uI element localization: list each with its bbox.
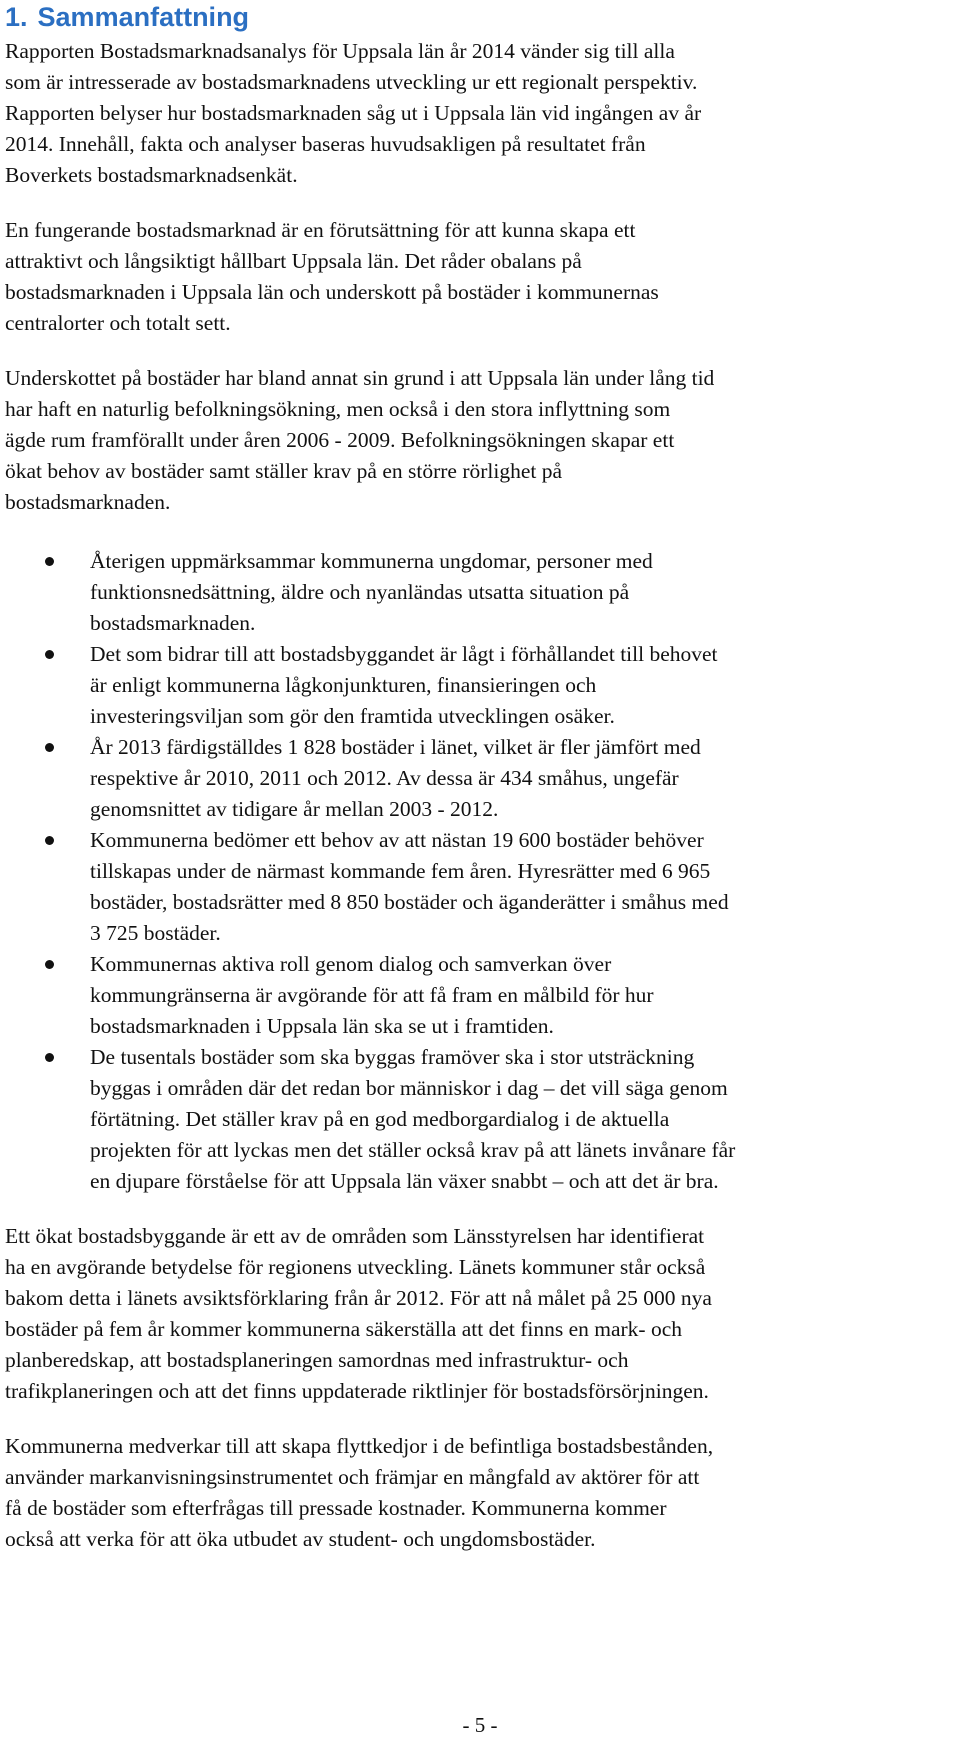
paragraph-municipalities: Kommunerna medverkar till att skapa flyttkedjor i de befintliga bostadsbestånden, använder markanvisningsinstrumentet och främjar en mångfald av aktörer för att få de bostäder som efterfrågas till pressade kostnader. Kommunerna kommer också att verka för att öka utbudet av student- och ungdomsbostäder.	[5, 1434, 714, 1551]
list-item: Kommunernas aktiva roll genom dialog och samverkan över kommungränserna är avgörande för att få fram en målbild för hur bostadsmarknaden i Uppsala län ska se ut i framtiden.	[5, 949, 957, 1042]
paragraph-housing-market: En fungerande bostadsmarknad är en förutsättning för att kunna skapa ett attraktivt och långsiktigt hållbart Uppsala län. Det råder obalans på bostadsmarknaden i Uppsala län och underskott på bostäder i kommunernas centralorter och totalt sett.	[5, 218, 659, 335]
bullet-icon	[45, 743, 54, 752]
bullet-icon	[45, 557, 54, 566]
paragraph-intro: Rapporten Bostadsmarknadsanalys för Uppsala län år 2014 vänder sig till alla som är intresserade av bostadsmarknadens utveckling ur ett regionalt perspektiv. Rapporten belyser hur bostadsmarknaden såg ut i Uppsala län vid ingången av år 2014. Innehåll, fakta och analyser baseras huvudsakligen på resultatet från Boverkets bostadsmarknadsenkät.	[5, 39, 702, 187]
section-heading	[5, 0, 957, 36]
section-number: 1.	[5, 2, 28, 32]
bullet-icon	[45, 650, 54, 659]
list-item: Kommunerna bedömer ett behov av att nästan 19 600 bostäder behöver tillskapas under de närmast kommande fem åren. Hyresrätter med 6 965 bostäder, bostadsrätter med 8 850 bostäder och äganderätter i småhus med 3 725 bostäder.	[5, 825, 957, 949]
document-page	[5, 0, 957, 1555]
paragraph-shortage: Underskottet på bostäder har bland annat sin grund i att Uppsala län under lång tid har haft en naturlig befolkningsökning, men också i den stora inflyttning som ägde rum framförallt under åren 2006 - 2009. Befolkningsökningen skapar ett ökat behov av bostäder samt ställer krav på en större rörlighet på bostadsmarknaden.	[5, 366, 715, 514]
bullet-icon	[45, 1053, 54, 1062]
list-item: Återigen uppmärksammar kommunerna ungdomar, personer med funktionsnedsättning, äldre och nyanländas utsatta situation på bostadsmarknaden.	[5, 546, 957, 639]
bullet-icon	[45, 960, 54, 969]
page-number: - 5 -	[462, 1713, 498, 1737]
list-item: Det som bidrar till att bostadsbyggandet är lågt i förhållandet till behovet är enligt kommunerna lågkonjunkturen, finansieringen och investeringsviljan som gör den framtida utvecklingen osäker.	[5, 639, 957, 732]
paragraph-county-goals: Ett ökat bostadsbyggande är ett av de områden som Länsstyrelsen har identifierat ha en avgörande betydelse för regionens utveckling. Länets kommuner står också bakom detta i länets avsiktsförklaring från år 2012. För att nå målet på 25 000 nya bostäder på fem år kommer kommunerna säkerställa att det finns en mark- och planberedskap, att bostadsplaneringen samordnas med infrastruktur- och trafikplaneringen och att det finns uppdaterade riktlinjer för bostadsförsörjningen.	[5, 1224, 712, 1403]
bullet-list	[5, 546, 957, 1197]
bullet-icon	[45, 836, 54, 845]
list-item: De tusentals bostäder som ska byggas framöver ska i stor utsträckning byggas i områden där det redan bor människor i dag – det vill säga genom förtätning. Det ställer krav på en god medborgardialog i de aktuella projekten för att lyckas men det ställer också krav på att länets invånare får en djupare förståelse för att Uppsala län växer snabbt – och att det är bra.	[5, 1042, 957, 1197]
list-item: År 2013 färdigställdes 1 828 bostäder i länet, vilket är fler jämfört med respektive år 2010, 2011 och 2012. Av dessa är 434 småhus, ungefär genomsnittet av tidigare år mellan 2003 - 2012.	[5, 732, 957, 825]
section-title: Sammanfattning	[37, 2, 250, 32]
